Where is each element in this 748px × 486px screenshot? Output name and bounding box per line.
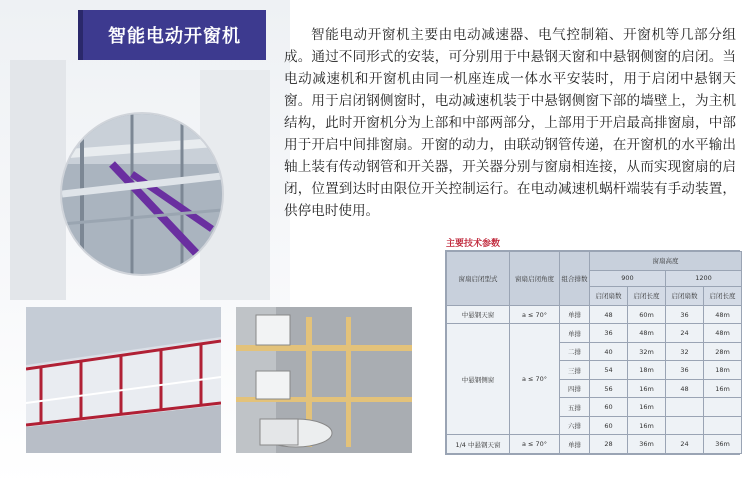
angle: a ≤ 70° bbox=[510, 305, 560, 324]
cell: 24 bbox=[666, 324, 704, 343]
row-count: 四排 bbox=[560, 379, 590, 398]
cell: 60 bbox=[590, 416, 628, 435]
header-length: 启闭长度 bbox=[628, 287, 666, 306]
row-count: 二排 bbox=[560, 342, 590, 361]
cell: 48m bbox=[704, 305, 742, 324]
cell: 16m bbox=[704, 379, 742, 398]
title-box bbox=[78, 10, 266, 60]
table-row bbox=[447, 324, 742, 343]
cell: 16m bbox=[628, 398, 666, 417]
window-type: 中悬钢侧窗 bbox=[447, 324, 510, 435]
angle: a ≤ 70° bbox=[510, 435, 560, 454]
header-rows: 组合排数 bbox=[560, 252, 590, 306]
window-type: 1/4 中悬钢天窗 bbox=[447, 435, 510, 454]
cell: 48m bbox=[704, 324, 742, 343]
cell: 48 bbox=[666, 379, 704, 398]
window-type: 中悬钢天窗 bbox=[447, 305, 510, 324]
header-count: 启闭扇数 bbox=[590, 287, 628, 306]
cell bbox=[704, 416, 742, 435]
cell bbox=[666, 416, 704, 435]
header-count: 启闭扇数 bbox=[666, 287, 704, 306]
cell: 36m bbox=[628, 435, 666, 454]
cell: 16m bbox=[628, 379, 666, 398]
cell: 48 bbox=[590, 305, 628, 324]
cell: 48m bbox=[628, 324, 666, 343]
cell: 36 bbox=[590, 324, 628, 343]
header-height-1200: 1200 bbox=[666, 270, 742, 287]
cell: 36 bbox=[666, 305, 704, 324]
cell: 28m bbox=[704, 342, 742, 361]
building-silhouette bbox=[10, 60, 66, 300]
cell: 36m bbox=[704, 435, 742, 454]
cell: 32 bbox=[666, 342, 704, 361]
row-count: 单排 bbox=[560, 435, 590, 454]
cell: 36 bbox=[666, 361, 704, 380]
row-count: 单排 bbox=[560, 305, 590, 324]
opener-closeup-photo bbox=[60, 112, 224, 276]
cell: 28 bbox=[590, 435, 628, 454]
page-title: 智能电动开窗机 bbox=[108, 26, 241, 47]
cell: 60 bbox=[590, 398, 628, 417]
cell: 32m bbox=[628, 342, 666, 361]
description-paragraph: 智能电动开窗机主要由电动减速器、电气控制箱、开窗机等几部分组成。通过不同形式的安装，可分别用于中悬钢天窗和中悬钢侧窗的启闭。当电动减速机和开窗机由同一机座连成一体水平安装时，用于启闭中悬钢天窗。用于启闭钢侧窗时，电动减速机装于中悬钢侧窗下部的墙壁上，为主机结构，此时开窗机分为上部和中部两部分，上部用于开启最高排窗扇，中部用于开启中间排窗扇。开窗的动力，由联动钢管传递，在开窗机的水平输出轴上装有传动钢管和开关器，开关器分别与窗扇相连接，从而实现窗扇的启闭，位置到达时由限位开关控制运行。在电动减速机蜗杆端装有手动装置，供停电时使用。 bbox=[284, 26, 736, 220]
header-height-900: 900 bbox=[590, 270, 666, 287]
cell: 60m bbox=[628, 305, 666, 324]
row-count: 五排 bbox=[560, 398, 590, 417]
angle: a ≤ 70° bbox=[510, 324, 560, 435]
cell: 40 bbox=[590, 342, 628, 361]
spec-table bbox=[445, 250, 740, 455]
side-window-photo bbox=[26, 307, 221, 453]
cell: 18m bbox=[628, 361, 666, 380]
table-row bbox=[447, 435, 742, 454]
row-count: 单排 bbox=[560, 324, 590, 343]
table-row bbox=[447, 305, 742, 324]
header-length: 启闭长度 bbox=[704, 287, 742, 306]
header-type: 窗扇启闭型式 bbox=[447, 252, 510, 306]
cell: 54 bbox=[590, 361, 628, 380]
table-title: 主要技术参数 bbox=[446, 239, 501, 249]
cell bbox=[666, 398, 704, 417]
row-count: 六排 bbox=[560, 416, 590, 435]
cell: 18m bbox=[704, 361, 742, 380]
cell: 56 bbox=[590, 379, 628, 398]
cell bbox=[704, 398, 742, 417]
header-height: 窗扇高度 bbox=[590, 252, 742, 271]
gear-motor-photo bbox=[236, 307, 412, 453]
row-count: 三排 bbox=[560, 361, 590, 380]
cell: 24 bbox=[666, 435, 704, 454]
cell: 16m bbox=[628, 416, 666, 435]
header-angle: 窗扇启闭角度 bbox=[510, 252, 560, 306]
